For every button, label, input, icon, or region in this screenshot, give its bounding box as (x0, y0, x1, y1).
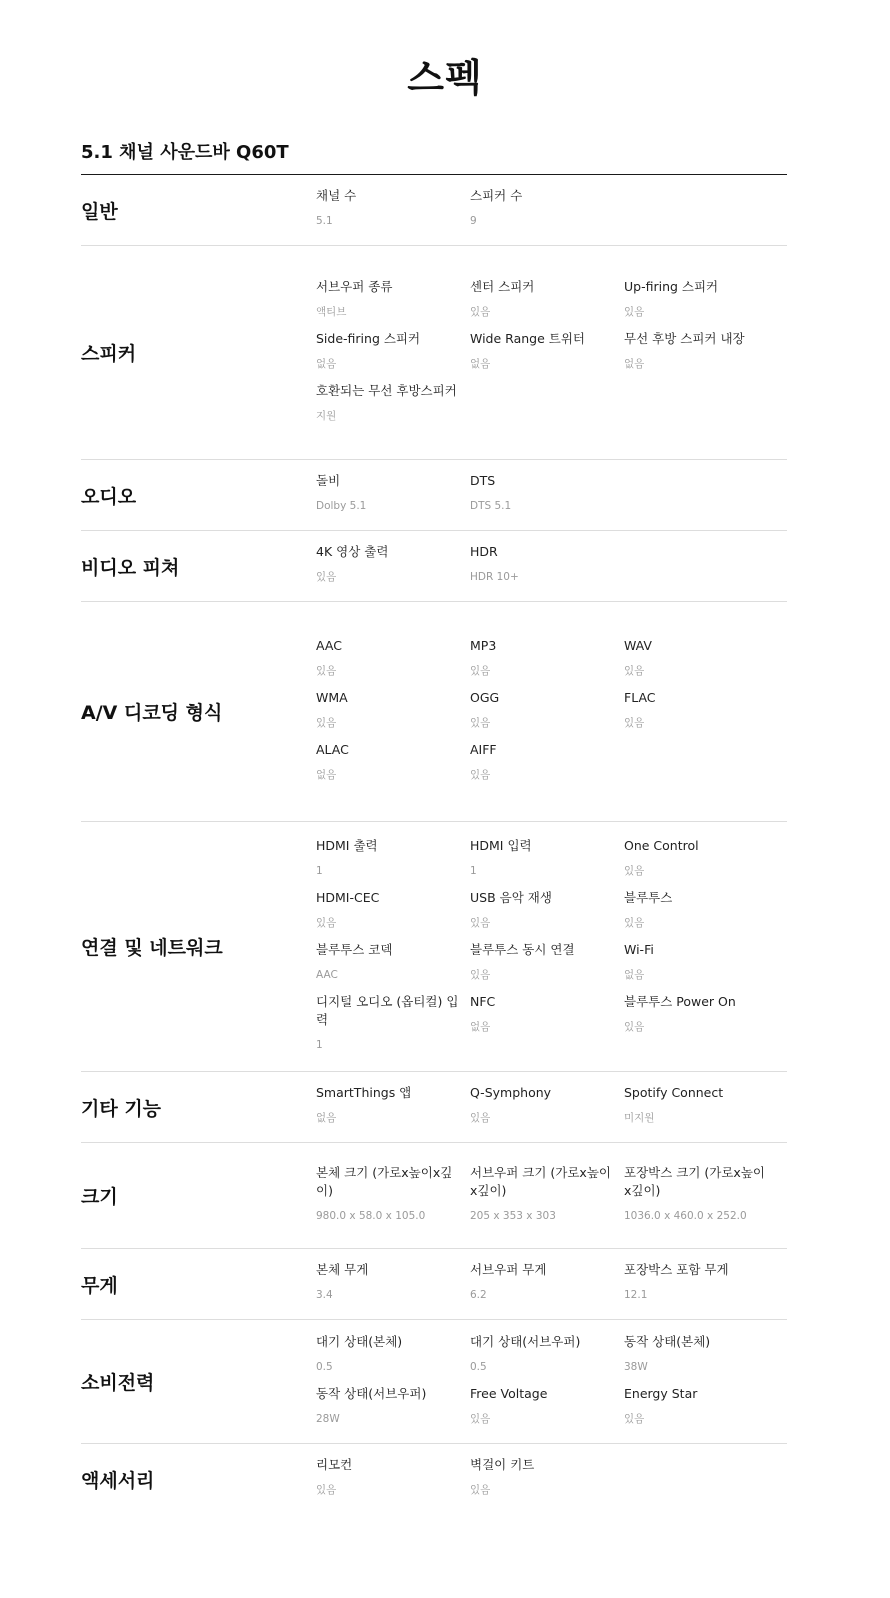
spec-item (470, 1261, 624, 1303)
spec-item (316, 1456, 470, 1498)
spec-item (470, 993, 624, 1053)
spec-item (316, 330, 470, 372)
spec-category: 일반 (81, 200, 118, 223)
spec-category: 오디오 (81, 485, 137, 508)
spec-item-value: 있음 (624, 716, 645, 729)
spec-item-value: 없음 (624, 968, 645, 981)
spec-item (316, 382, 470, 424)
spec-item-value: 있음 (470, 1112, 491, 1124)
spec-item (624, 1385, 778, 1427)
spec-item-value: HDR 10+ (470, 571, 519, 583)
spec-item (316, 1261, 470, 1303)
spec-item-value: 있음 (470, 768, 491, 781)
spec-category: 액세서리 (81, 1469, 155, 1492)
spec-row (81, 531, 787, 602)
spec-item-value: 있음 (316, 571, 337, 583)
spec-item-value: 없음 (316, 357, 337, 370)
spec-item (316, 1164, 470, 1224)
spec-row (81, 1444, 787, 1514)
spec-item (316, 1333, 470, 1375)
spec-item-value: 있음 (316, 664, 337, 677)
spec-row (81, 1249, 787, 1320)
spec-item (470, 837, 624, 879)
spec-item-label: 돌비 (316, 473, 341, 488)
spec-item (316, 741, 470, 783)
spec-row (81, 1072, 787, 1143)
spec-item-value: 0.5 (470, 1360, 487, 1373)
spec-item-value: 1 (470, 864, 477, 877)
spec-item-label: SmartThings 앱 (316, 1085, 412, 1100)
spec-row (81, 175, 787, 246)
spec-item (316, 993, 470, 1053)
spec-item-value: 28W (316, 1412, 340, 1425)
spec-item (470, 187, 624, 229)
spec-item-label: 본체 무게 (316, 1262, 369, 1277)
spec-item-value: 지원 (316, 409, 337, 422)
spec-item-value: DTS 5.1 (470, 500, 512, 512)
spec-item-value: 3.4 (316, 1289, 333, 1301)
spec-item (470, 1164, 624, 1224)
spec-item-label: WAV (624, 637, 652, 653)
spec-item-value: 미지원 (624, 1112, 655, 1124)
spec-item-label: HDMI-CEC (316, 889, 380, 905)
spec-item (470, 1333, 624, 1375)
spec-item-label: 포장박스 포함 무게 (624, 1262, 729, 1277)
spec-item-label: 본체 크기 (가로x높이x깊이) (316, 1164, 453, 1198)
spec-item-label: Energy Star (624, 1385, 698, 1401)
spec-item-label: Q-Symphony (470, 1085, 552, 1100)
spec-item-value: 38W (624, 1360, 648, 1373)
spec-category: 연결 및 네트워크 (81, 937, 223, 959)
spec-item-value: 있음 (316, 916, 337, 929)
spec-item (624, 993, 778, 1053)
spec-item (470, 278, 624, 320)
spec-item-value: 12.1 (624, 1289, 648, 1301)
spec-item-value: 있음 (470, 716, 491, 729)
spec-item (470, 1456, 624, 1498)
spec-item-label: DTS (470, 473, 496, 488)
spec-item (470, 1385, 624, 1427)
spec-item-label: OGG (470, 689, 500, 705)
spec-category: 크기 (81, 1186, 118, 1208)
spec-item (316, 637, 470, 679)
spec-item-value: 있음 (316, 716, 337, 729)
spec-item-label: 블루투스 코덱 (316, 941, 393, 957)
spec-item (316, 472, 470, 514)
spec-item-label: Wi-Fi (624, 941, 654, 957)
spec-row (81, 1320, 787, 1444)
spec-item (624, 1261, 778, 1303)
spec-item-label: Side-firing 스피커 (316, 330, 421, 346)
spec-item-label: HDMI 입력 (470, 837, 532, 853)
spec-item-label: 서브우퍼 무게 (470, 1262, 547, 1277)
spec-item-label: 블루투스 동시 연결 (470, 941, 575, 957)
spec-category: 스피커 (81, 343, 137, 365)
spec-item (470, 689, 624, 731)
spec-item-label: 블루투스 (624, 889, 673, 905)
spec-item (624, 1333, 778, 1375)
spec-items (316, 625, 787, 799)
spec-item (470, 889, 624, 931)
spec-item-value: 있음 (624, 1020, 645, 1033)
spec-item-value: AAC (316, 968, 338, 981)
spec-item-value: 있음 (470, 1412, 491, 1425)
spec-row (81, 602, 787, 822)
spec-item (470, 637, 624, 679)
spec-item-value: 있음 (470, 968, 491, 981)
spec-item-label: MP3 (470, 637, 497, 653)
spec-item-label: HDR (470, 544, 498, 559)
spec-item (470, 741, 624, 783)
spec-item (316, 278, 470, 320)
spec-items (316, 266, 787, 440)
spec-item-label: AIFF (470, 741, 497, 757)
spec-item-value: 1 (316, 1038, 323, 1051)
spec-item-value: 있음 (624, 305, 645, 318)
spec-item-label: 채널 수 (316, 188, 357, 203)
spec-category: 무게 (81, 1274, 118, 1297)
spec-item-value: Dolby 5.1 (316, 500, 367, 512)
spec-item (316, 889, 470, 931)
spec-item-label: FLAC (624, 689, 656, 705)
spec-item-value: 있음 (624, 864, 645, 877)
spec-item-label: WMA (316, 689, 348, 705)
spec-item-label: 무선 후방 스피커 내장 (624, 330, 745, 346)
spec-item (470, 1084, 624, 1126)
spec-item (624, 889, 778, 931)
spec-item (316, 837, 470, 879)
spec-item (470, 543, 624, 585)
spec-item-value: 있음 (316, 1484, 337, 1496)
spec-item (316, 1084, 470, 1126)
spec-item-label: 포장박스 크기 (가로x높이x깊이) (624, 1164, 765, 1198)
spec-item-value: 5.1 (316, 215, 333, 227)
spec-item (470, 472, 624, 514)
spec-item-value: 0.5 (316, 1360, 333, 1373)
spec-item-label: 스피커 수 (470, 188, 523, 203)
spec-item-label: One Control (624, 837, 699, 853)
spec-items (316, 175, 787, 245)
spec-item-label: NFC (470, 993, 496, 1009)
spec-item-label: Free Voltage (470, 1385, 548, 1401)
spec-item-label: Spotify Connect (624, 1085, 724, 1100)
spec-item-value: 있음 (470, 305, 491, 318)
spec-item-value: 205 x 353 x 303 (470, 1209, 556, 1222)
spec-row (81, 822, 787, 1072)
spec-item-value: 없음 (316, 768, 337, 781)
spec-item (624, 941, 778, 983)
spec-item-label: 벽걸이 키트 (470, 1457, 535, 1472)
spec-item (624, 837, 778, 879)
spec-category: 기타 기능 (81, 1097, 162, 1120)
spec-item-label: 디지털 오디오 (옵티컬) 입력 (316, 993, 459, 1027)
spec-item (624, 689, 778, 731)
spec-item-label: 대기 상태(서브우퍼) (470, 1333, 581, 1349)
spec-item (316, 689, 470, 731)
spec-item-value: 있음 (470, 1484, 491, 1496)
spec-row (81, 460, 787, 531)
spec-item-label: 4K 영상 출력 (316, 544, 389, 559)
spec-item-label: 서브우퍼 크기 (가로x높이x깊이) (470, 1164, 611, 1198)
spec-item-label: 동작 상태(서브우퍼) (316, 1385, 427, 1401)
spec-item (624, 1084, 778, 1126)
spec-item (624, 637, 778, 679)
spec-item-label: Up-firing 스피커 (624, 278, 719, 294)
spec-item-label: 리모컨 (316, 1457, 353, 1472)
spec-item-value: 있음 (470, 664, 491, 677)
spec-item-label: Wide Range 트위터 (470, 330, 585, 346)
spec-item (624, 330, 778, 372)
spec-item-value: 있음 (624, 664, 645, 677)
spec-item (316, 187, 470, 229)
spec-table (81, 174, 787, 1514)
spec-item-value: 액티브 (316, 305, 347, 318)
spec-item-value: 없음 (624, 357, 645, 370)
spec-items (316, 1072, 787, 1142)
spec-item-label: 서브우퍼 종류 (316, 278, 393, 294)
product-title: 5.1 채널 사운드바 Q60T (81, 142, 289, 163)
spec-item-label: 블루투스 Power On (624, 993, 736, 1009)
spec-item-value: 1036.0 x 460.0 x 252.0 (624, 1209, 747, 1222)
spec-item-value: 없음 (470, 1020, 491, 1033)
spec-item (316, 543, 470, 585)
spec-item-value: 있음 (624, 1412, 645, 1425)
spec-item-value: 없음 (316, 1112, 337, 1124)
spec-item (316, 1385, 470, 1427)
spec-item-value: 6.2 (470, 1289, 487, 1301)
spec-item-label: HDMI 출력 (316, 837, 378, 853)
spec-items (316, 1152, 787, 1240)
spec-item-value: 9 (470, 215, 477, 227)
spec-item-label: 센터 스피커 (470, 278, 535, 294)
spec-items (316, 825, 787, 1069)
spec-row (81, 1143, 787, 1249)
spec-items (316, 460, 787, 530)
spec-item-value: 없음 (470, 357, 491, 370)
spec-item-value: 1 (316, 864, 323, 877)
spec-item (316, 941, 470, 983)
spec-items (316, 1444, 787, 1514)
spec-items (316, 1321, 787, 1443)
spec-item-label: USB 음악 재생 (470, 889, 552, 905)
spec-item-label: 대기 상태(본체) (316, 1333, 403, 1349)
spec-items (316, 1249, 787, 1319)
spec-item (624, 1164, 778, 1224)
spec-item-value: 있음 (470, 916, 491, 929)
spec-item-value: 980.0 x 58.0 x 105.0 (316, 1209, 426, 1222)
spec-item-label: ALAC (316, 741, 349, 757)
spec-items (316, 531, 787, 601)
spec-item (470, 330, 624, 372)
spec-category: 비디오 피쳐 (81, 556, 180, 579)
spec-category: A/V 디코딩 형식 (81, 702, 223, 724)
spec-item-label: 동작 상태(본체) (624, 1333, 711, 1349)
spec-item-value: 있음 (624, 916, 645, 929)
spec-item (470, 941, 624, 983)
spec-item (624, 278, 778, 320)
spec-item-label: 호환되는 무선 후방스피커 (316, 382, 457, 398)
spec-row (81, 246, 787, 460)
page-title: 스펙 (407, 56, 483, 100)
spec-category: 소비전력 (81, 1372, 155, 1394)
spec-item-label: AAC (316, 637, 342, 653)
